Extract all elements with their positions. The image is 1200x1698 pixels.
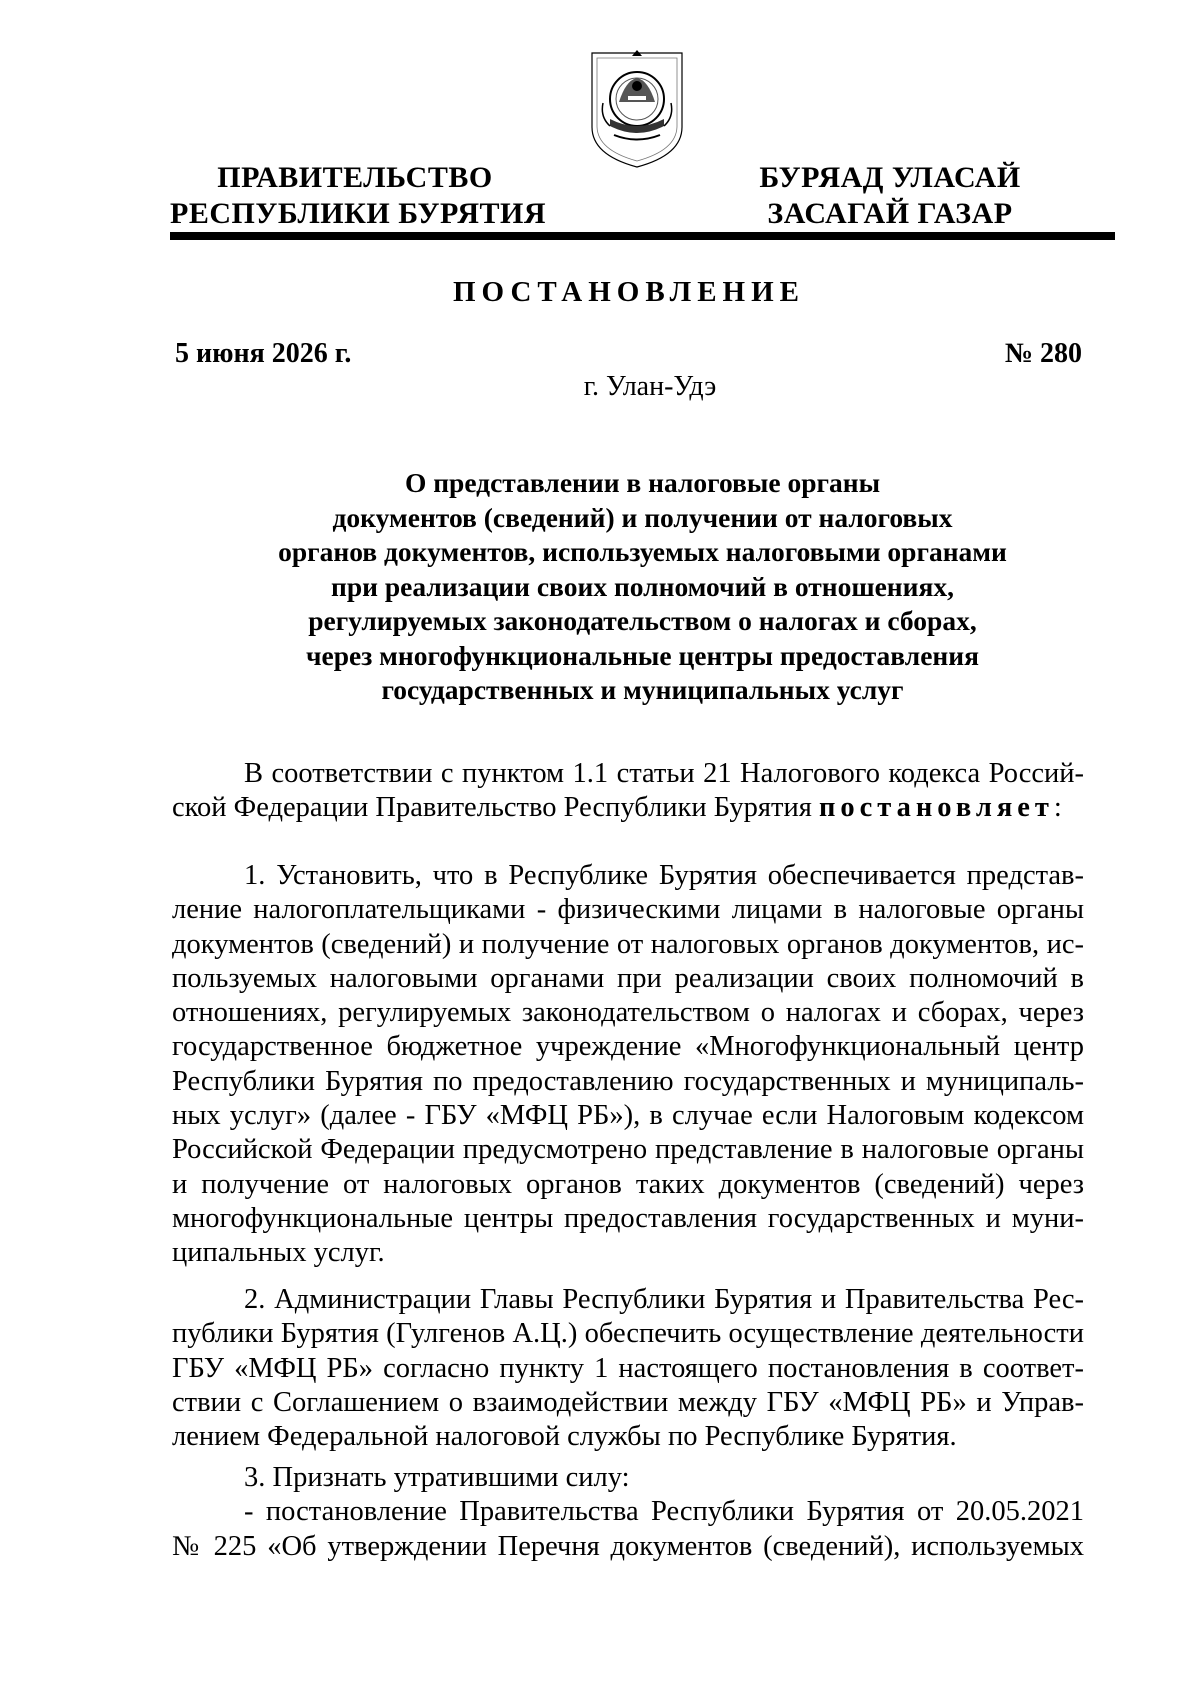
coat-of-arms-emblem xyxy=(588,47,686,172)
document-place: г. Улан-Удэ xyxy=(583,371,717,402)
decree-keyword: постановляет xyxy=(818,792,1054,824)
document-subject xyxy=(200,466,1085,708)
body-line: ципальных услуг. xyxy=(172,1237,385,1269)
body-line: 1. Установить, что в Республике Бурятия обеспечивается представ- xyxy=(244,860,1084,891)
subject-line: документов (сведений) и получении от налоговых xyxy=(332,501,953,533)
body-line: В соответствии с пунктом 1.1 статьи 21 Налогового кодекса Россий- xyxy=(244,758,1084,789)
body-line: 2. Администрации Главы Республики Бурятия и Правительства Рес- xyxy=(244,1284,1084,1315)
clause-1 xyxy=(172,859,1084,1271)
subject-line: государственных и муниципальных услуг xyxy=(381,674,904,705)
body-line: Республики Бурятия по предоставлению государственных и муниципаль- xyxy=(172,1065,1084,1097)
document-type-title: ПОСТАНОВЛЕНИЕ xyxy=(452,276,805,308)
body-line: документов (сведений) и получение от налоговых органов документов, ис- xyxy=(172,928,1084,960)
issuer-line-2: РЕСПУБЛИКИ БУРЯТИЯ xyxy=(170,197,547,230)
subject-line: регулируемых законодательством о налогах и сборах, xyxy=(308,605,977,636)
body-line: - постановление Правительства Республики Бурятия от 20.05.2021 xyxy=(244,1496,1084,1528)
issuer-buryat-line-1: БУРЯАД УЛАСАЙ xyxy=(759,161,1021,194)
body-line: пользуемых налоговыми органами при реализации своих полномочий в xyxy=(172,962,1084,994)
preamble-colon: : xyxy=(1053,792,1062,824)
subject-line: органов документов, используемых налоговыми органами xyxy=(278,536,1007,567)
subject-line: при реализации своих полномочий в отношениях, xyxy=(331,570,954,602)
clause-2 xyxy=(172,1283,1084,1454)
issuer-buryat-line-2: ЗАСАГАЙ ГАЗАР xyxy=(767,197,1013,230)
body-line xyxy=(172,791,1084,825)
body-line: отношениях, регулируемых законодательством о налогах и сборах, через xyxy=(172,997,1084,1029)
body-line: ствии с Соглашением о взаимодействии между ГБУ «МФЦ РБ» и Управ- xyxy=(172,1386,1084,1418)
header-divider xyxy=(170,232,1115,240)
preamble-paragraph xyxy=(172,757,1084,826)
body-line: лением Федеральной налоговой службы по Республике Бурятия. xyxy=(172,1421,957,1453)
body-line: государственное бюджетное учреждение «Многофункциональный центр xyxy=(172,1031,1084,1063)
document-date: 5 июня 2026 г. xyxy=(175,338,352,369)
body-line: ных услуг» (далее - ГБУ «МФЦ РБ»), в случае если Налоговым кодексом xyxy=(172,1100,1084,1132)
issuer-name-buryat xyxy=(750,160,1030,232)
body-line: и получение от налоговых органов таких документов (сведений) через xyxy=(172,1168,1084,1200)
clause-3 xyxy=(172,1461,1084,1564)
body-line: № 225 «Об утверждении Перечня документов (сведений), используемых xyxy=(172,1530,1084,1562)
body-line: 3. Признать утратившими силу: xyxy=(244,1462,630,1493)
subject-line: через многофункциональные центры предоставления xyxy=(306,639,979,671)
preamble-text: ской Федерации Правительство Республики Бурятия xyxy=(172,792,819,824)
body-line: многофункциональные центры предоставления государственных и муни- xyxy=(172,1202,1084,1234)
document-number: № 280 xyxy=(1004,338,1082,369)
issuer-name-russian xyxy=(170,160,547,232)
subject-line: О представлении в налоговые органы xyxy=(404,467,881,498)
body-line: ление налогоплательщиками - физическими лицами в налоговые органы xyxy=(172,894,1084,926)
body-line: Российской Федерации предусмотрено представление в налоговые органы xyxy=(172,1134,1084,1166)
body-line: публики Бурятия (Гулгенов А.Ц.) обеспечить осуществление деятельности xyxy=(172,1318,1084,1350)
issuer-line-1: ПРАВИТЕЛЬСТВО xyxy=(217,161,493,194)
body-line: ГБУ «МФЦ РБ» согласно пункту 1 настоящего постановления в соответ- xyxy=(172,1352,1084,1384)
